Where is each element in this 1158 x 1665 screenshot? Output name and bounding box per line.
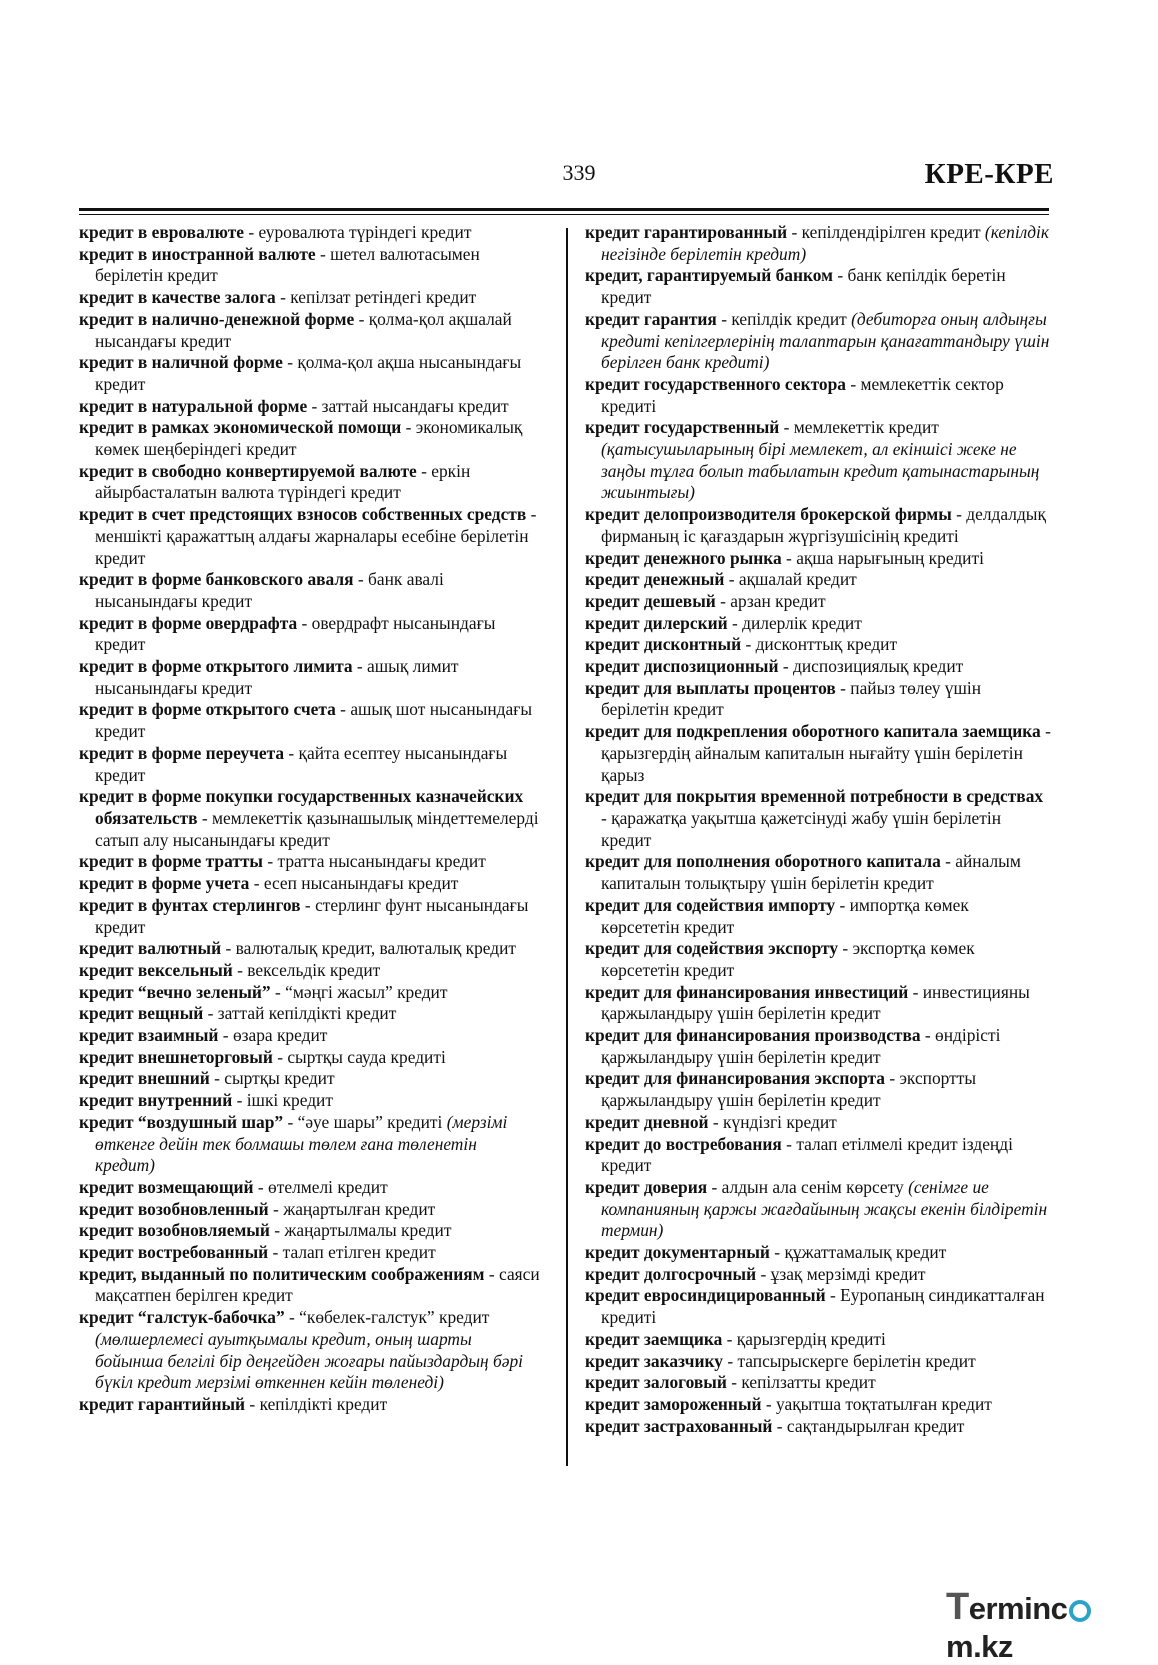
dictionary-entry [585, 1372, 1051, 1394]
entry-definition: - қарызгердің кредиті [722, 1328, 886, 1349]
entry-term: кредит дисконтный [585, 634, 742, 655]
dictionary-entry [585, 1264, 1051, 1286]
dictionary-entry [585, 309, 1051, 374]
dictionary-entry [79, 960, 541, 982]
entry-definition: - сыртқы кредит [209, 1068, 335, 1089]
dictionary-entry [585, 1242, 1051, 1264]
watermark-prefix: T [946, 1586, 969, 1628]
dictionary-entry [79, 1068, 541, 1090]
entry-definition: - шетел валютасымен берілетін кредит [95, 243, 480, 286]
dictionary-entry [79, 895, 541, 938]
entry-definition: - овердрафт нысанындағы кредит [95, 612, 496, 655]
entry-term: кредит внешнеторговый [79, 1046, 273, 1067]
entry-definition: - талап етілген кредит [268, 1242, 436, 1263]
running-head: КРЕ-КРЕ [924, 158, 1054, 190]
entry-term: кредит доверия [585, 1176, 708, 1197]
entry-note: (дебиторға оның алдыңғы кредиті кепілгерлерінің талаптарын қанағаттандыру үшін берілген банк кредиті) [601, 308, 1050, 373]
entry-definition: - “әуе шары” кредиті [283, 1111, 447, 1132]
entry-definition: - құжаттамалық кредит [769, 1242, 947, 1263]
dictionary-entry [585, 1112, 1051, 1134]
entry-term: кредит в счет предстоящих взносов собственных средств [79, 504, 527, 525]
entry-definition: - инвестицияны қаржыландыру үшін берілетін кредит [601, 981, 1030, 1024]
entry-definition: - “көбелек-галстук” кредит [284, 1307, 490, 1328]
entry-term: кредит в рамках экономической помощи [79, 417, 402, 438]
dictionary-entry [585, 786, 1051, 851]
dictionary-entry [79, 1242, 541, 1264]
entry-definition: - айналым капиталын толықтыру үшін берілетін кредит [601, 851, 1021, 894]
dictionary-entry [79, 1090, 541, 1112]
entry-term: кредит “вечно зеленый” [79, 981, 271, 1002]
entry-definition: - банк авалі нысанындағы кредит [95, 569, 444, 611]
entry-term: кредит в фунтах стерлингов [79, 894, 301, 915]
dictionary-entry [585, 1025, 1051, 1068]
entry-term: кредит востребованный [79, 1242, 269, 1263]
dictionary-entry [585, 634, 1051, 656]
entry-definition: - кепілдендірілген кредит [787, 222, 985, 242]
entry-term: кредит для пополнения оборотного капитала [585, 851, 941, 872]
left-column [79, 222, 541, 1416]
watermark-logo [946, 1586, 1158, 1665]
dictionary-entry [79, 1177, 541, 1199]
dictionary-entry [79, 786, 541, 851]
entry-term: кредит в форме покупки государственных казначейских обязательств [79, 786, 524, 828]
dictionary-entry [79, 873, 541, 895]
entry-definition: - мемлекеттік кредит [779, 417, 939, 438]
entry-term: кредит до востребования [585, 1133, 782, 1154]
entry-definition: - тратта нысанындағы кредит [263, 851, 486, 872]
dictionary-entry [79, 938, 541, 960]
entry-term: кредит заемщика [585, 1328, 723, 1349]
entry-definition: - еркін айырбасталатын валюта түріндегі кредит [95, 460, 471, 503]
entry-definition: - еуровалюта түріндегі кредит [244, 222, 472, 242]
entry-definition: - “мәңгі жасыл” кредит [270, 981, 448, 1002]
entry-term: кредит диспозиционный [585, 656, 779, 677]
dictionary-entry [585, 1068, 1051, 1111]
entry-definition: - экспортты қаржыландыру үшін берілетін кредит [601, 1068, 977, 1111]
entry-term: кредит возобновляемый [79, 1220, 270, 1241]
entry-definition: - ақша нарығының кредиті [781, 547, 984, 568]
dictionary-entry [79, 1047, 541, 1069]
dictionary-entry [585, 569, 1051, 591]
entry-definition: - кепілзатты кредит [726, 1372, 876, 1393]
entry-definition: - стерлинг фунт нысанындағы кредит [95, 894, 529, 937]
entry-definition: - пайыз төлеу үшін берілетін кредит [601, 677, 982, 720]
entry-definition: - заттай кепілдікті кредит [203, 1003, 397, 1024]
entry-term: кредит в форме учета [79, 873, 250, 894]
dictionary-entry [585, 374, 1051, 417]
entry-term: кредит в форме открытого счета [79, 699, 336, 720]
entry-definition: - өндірісті қаржыландыру үшін берілетін кредит [601, 1025, 1001, 1067]
dictionary-entry [585, 1134, 1051, 1177]
page-number: 339 [562, 160, 596, 185]
dictionary-entry [79, 309, 541, 352]
entry-definition: - кепілдік кредит [716, 308, 852, 329]
dictionary-entry [585, 656, 1051, 678]
entry-term: кредит в форме тратты [79, 851, 264, 872]
entry-note: (сенімге ие компанияның қаржы жағдайының жақсы екенін білдіретін термин) [601, 1176, 1048, 1241]
entry-term: кредит гарантия [585, 308, 717, 329]
entry-definition: - қарызгердің айналым капиталын нығайту үшін берілетін қарыз [601, 721, 1051, 785]
entry-term: кредит евросиндицированный [585, 1285, 826, 1306]
entry-term: кредит в качестве залога [79, 287, 276, 308]
dictionary-entry [79, 1264, 541, 1307]
dictionary-entry [79, 1112, 541, 1177]
entry-term: кредит денежного рынка [585, 547, 782, 568]
entry-term: кредит делопроизводителя брокерской фирмы [585, 504, 952, 525]
entry-definition: - жаңартылмалы кредит [269, 1220, 452, 1241]
entry-definition: - ашық шот нысанындағы кредит [95, 699, 533, 742]
dictionary-entry [79, 244, 541, 287]
entry-term: кредит взаимный [79, 1025, 219, 1046]
dictionary-entry [79, 1199, 541, 1221]
entry-definition: - алдын ала сенім көрсету [707, 1176, 909, 1197]
dictionary-entry [79, 569, 541, 612]
entry-definition: - тапсырыскерге берілетін кредит [722, 1350, 976, 1371]
dictionary-entry [79, 656, 541, 699]
entry-term: кредит, гарантируемый банком [585, 265, 833, 286]
dictionary-entry [79, 1307, 541, 1394]
dictionary-entry [79, 1025, 541, 1047]
dictionary-entry [79, 504, 541, 569]
entry-term: кредит в иностранной валюте [79, 243, 316, 264]
entry-definition: - саяси мақсатпен берілген кредит [95, 1263, 540, 1306]
entry-term: кредит государственного сектора [585, 373, 846, 394]
entry-definition: - өтелмелі кредит [253, 1176, 388, 1197]
column-divider [566, 228, 568, 1466]
entry-definition: - делдалдық фирманың іс қағаздарын жүргізушісінің кредиті [601, 504, 1046, 546]
header-rule-thin [79, 214, 1049, 215]
entry-term: кредит валютный [79, 938, 222, 959]
entry-definition: - есеп нысанындағы кредит [249, 873, 459, 894]
dictionary-entry [585, 1329, 1051, 1351]
entry-definition: - ұзақ мерзімді кредит [756, 1263, 926, 1284]
entry-term: кредит для содействия экспорту [585, 938, 839, 959]
dictionary-entry [79, 287, 541, 309]
entry-term: кредит в свободно конвертируемой валюте [79, 460, 417, 481]
entry-term: кредит документарный [585, 1242, 770, 1263]
entry-term: кредит дешевый [585, 590, 716, 611]
entry-definition: - мемлекеттік қазынашылық міндеттемелерді сатып алу нысанындағы кредит [95, 807, 539, 850]
entry-term: кредит внешний [79, 1068, 210, 1089]
entry-definition: - ашық лимит нысанындағы кредит [95, 656, 459, 698]
entry-term: кредит в натуральной форме [79, 395, 308, 416]
dictionary-entry [585, 613, 1051, 635]
entry-definition: - банк кепілдік беретін кредит [601, 265, 1006, 308]
right-column [585, 222, 1051, 1437]
entry-term: кредит вещный [79, 1003, 204, 1024]
entry-definition: - талап етілмелі кредит іздеңді кредит [601, 1133, 1013, 1176]
entry-term: кредит в форме переучета [79, 742, 285, 763]
entry-definition: - вексельдік кредит [232, 959, 381, 980]
dictionary-entry [79, 1003, 541, 1025]
dictionary-entry [79, 222, 541, 244]
entry-term: кредит гарантийный [79, 1393, 246, 1414]
watermark-mid: erminc [968, 1591, 1068, 1626]
watermark-suffix: m.kz [946, 1629, 1013, 1664]
dictionary-entry [79, 743, 541, 786]
entry-term: кредит для покрытия временной потребности в средствах [585, 786, 1044, 807]
dictionary-entry [585, 895, 1051, 938]
dictionary-entry [585, 721, 1051, 786]
entry-term: кредит, выданный по политическим соображениям [79, 1263, 485, 1284]
entry-term: кредит в наличной форме [79, 352, 283, 373]
entry-definition: - Еуропаның синдикатталған кредиті [601, 1285, 1045, 1328]
watermark-ring-icon [1069, 1600, 1091, 1622]
dictionary-entry [79, 982, 541, 1004]
entry-term: кредит дневной [585, 1111, 709, 1132]
dictionary-entry [585, 222, 1051, 265]
entry-definition: - дилерлік кредит [727, 612, 862, 633]
entry-definition: - қаражатқа уақытша қажетсінуді жабу үшін берілетін кредит [601, 807, 1002, 850]
entry-term: кредит залоговый [585, 1372, 727, 1393]
entry-note: (кепілдік негізінде берілетін кредит) [601, 222, 1049, 264]
entry-term: кредит возмещающий [79, 1176, 254, 1197]
dictionary-entry [79, 851, 541, 873]
entry-definition: - ішкі кредит [232, 1090, 333, 1111]
entry-term: кредит “воздушный шар” [79, 1111, 284, 1132]
header-rule-thick [79, 208, 1049, 211]
entry-definition: - уақытша тоқтатылған кредит [761, 1393, 992, 1414]
dictionary-entry [585, 548, 1051, 570]
entry-definition: - дисконттық кредит [741, 634, 898, 655]
entry-term: кредит в налично-денежной форме [79, 308, 355, 329]
dictionary-entry [585, 1177, 1051, 1242]
dictionary-entry [585, 1394, 1051, 1416]
dictionary-entry [585, 504, 1051, 547]
entry-note: (мөлшерлемесі ауытқымалы кредит, оның шарты бойынша белгілі бір деңгейден жоғары пайыздардың бәрі бүкіл кредит мерзімі өткеннен кейін төленеді) [95, 1328, 524, 1393]
entry-definition: - жаңартылған кредит [268, 1198, 436, 1219]
entry-note: (мерзімі өткенге дейін тек болмашы төлем ғана төленетін кредит) [95, 1111, 508, 1176]
entry-term: кредит возобновленный [79, 1198, 269, 1219]
entry-definition: - кепілзат ретіндегі кредит [275, 287, 477, 308]
entry-term: кредит в форме банковского аваля [79, 569, 354, 590]
entry-note: (қатысушыларының бірі мемлекет, ал екіншісі жеке не заңды тұлға болып табылатын кредит қатынастарының жиынтығы) [601, 439, 1040, 503]
entry-term: кредит для содействия импорту [585, 894, 836, 915]
entry-definition: - арзан кредит [715, 590, 826, 611]
dictionary-entry [79, 699, 541, 742]
entry-definition: - экспортқа көмек көрсететін кредит [601, 938, 975, 980]
entry-term: кредит гарантированный [585, 222, 788, 242]
entry-definition: - кепілдікті кредит [245, 1393, 388, 1414]
dictionary-entry [585, 417, 1051, 504]
entry-definition: - валюталық кредит, валюталық кредит [221, 938, 517, 959]
entry-term: кредит для финансирования инвестиций [585, 981, 909, 1002]
entry-definition: - қолма-қол ақша нысанындағы кредит [95, 352, 522, 394]
entry-term: кредит в евровалюте [79, 222, 244, 242]
entry-term: кредит для финансирования экспорта [585, 1068, 885, 1089]
entry-term: кредит заказчику [585, 1350, 723, 1371]
dictionary-entry [585, 591, 1051, 613]
dictionary-entry [585, 1285, 1051, 1328]
entry-definition: - күндізгі кредит [708, 1111, 837, 1132]
entry-definition: - қайта есептеу нысанындағы кредит [95, 742, 508, 785]
entry-term: кредит дилерский [585, 612, 728, 633]
dictionary-entry [79, 396, 541, 418]
dictionary-entry [79, 613, 541, 656]
dictionary-entry [585, 982, 1051, 1025]
dictionary-entry [585, 678, 1051, 721]
entry-definition: - меншікті қаражаттың алдағы жарналары есебіне берілетін кредит [95, 504, 537, 568]
entry-term: кредит в форме открытого лимита [79, 656, 353, 677]
entry-definition: - экономикалық көмек шеңберіндегі кредит [95, 417, 523, 460]
dictionary-entry [585, 851, 1051, 894]
entry-term: кредит для подкрепления оборотного капитала заемщика [585, 721, 1041, 742]
dictionary-entry [585, 938, 1051, 981]
entry-definition: - импортқа көмек көрсететін кредит [601, 894, 969, 937]
dictionary-entry [79, 1220, 541, 1242]
entry-definition: - өзара кредит [218, 1025, 328, 1046]
dictionary-entry [79, 1394, 541, 1416]
entry-term: кредит замороженный [585, 1393, 762, 1414]
dictionary-entry [79, 352, 541, 395]
entry-definition: - сақтандырылған кредит [772, 1415, 965, 1436]
entry-term: кредит для выплаты процентов [585, 677, 836, 698]
entry-term: кредит денежный [585, 569, 725, 590]
entry-definition: - диспозициялық кредит [778, 656, 964, 677]
entry-term: кредит для финансирования производства [585, 1025, 921, 1046]
entry-definition: - заттай нысандағы кредит [307, 395, 509, 416]
dictionary-entry [585, 1416, 1051, 1438]
dictionary-entry [79, 417, 541, 460]
entry-term: кредит в форме овердрафта [79, 612, 298, 633]
entry-definition: - ақшалай кредит [724, 569, 857, 590]
entry-term: кредит “галстук-бабочка” [79, 1307, 285, 1328]
dictionary-entry [585, 1351, 1051, 1373]
entry-definition: - мемлекеттік сектор кредиті [601, 373, 1004, 416]
dictionary-entry [79, 461, 541, 504]
entry-term: кредит долгосрочный [585, 1263, 757, 1284]
entry-definition: - қолма-қол ақшалай нысандағы кредит [95, 308, 512, 351]
entry-term: кредит вексельный [79, 959, 233, 980]
entry-term: кредит государственный [585, 417, 780, 438]
dictionary-entry [585, 265, 1051, 308]
entry-term: кредит внутренний [79, 1090, 233, 1111]
entry-definition: - сыртқы сауда кредиті [272, 1046, 446, 1067]
entry-term: кредит застрахованный [585, 1415, 773, 1436]
